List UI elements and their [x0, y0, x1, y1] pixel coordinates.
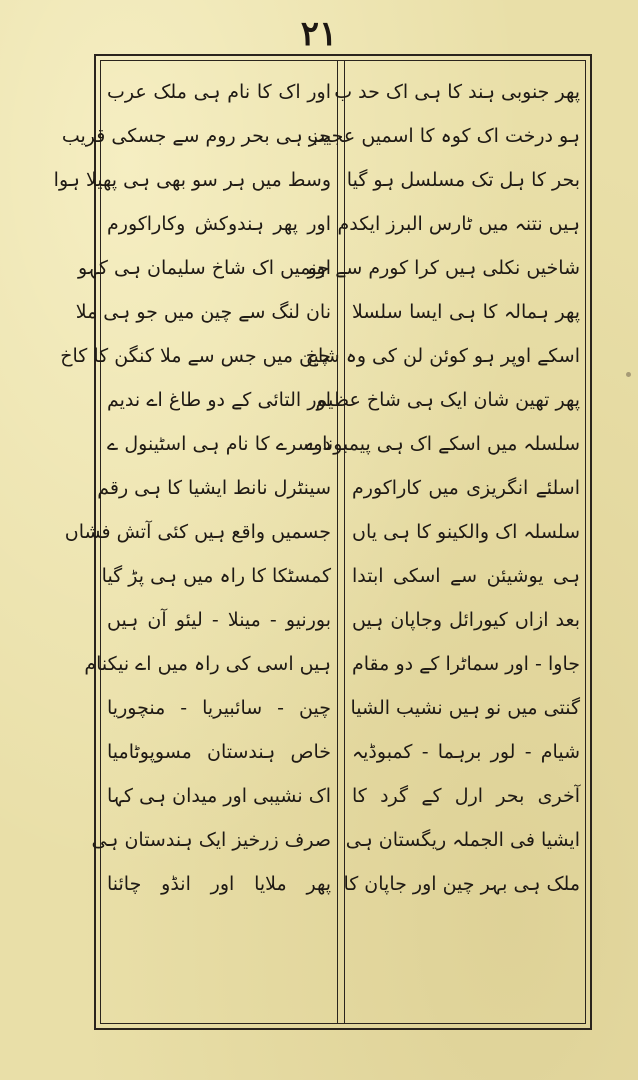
- verse-line: بورنیو - مینلا - لیئو آن ہیں: [107, 609, 331, 631]
- verse-line: صرف زرخیز ایک ہندستان ہی: [91, 829, 331, 851]
- verse-line: چین - سائبیریا - منچوریا: [107, 697, 331, 719]
- verse-line: اسکے اوپر ہو کوئن لن کی وہ شاخ: [305, 345, 580, 367]
- verse-line: دوسرے کا نام ہی اسٹینول ے: [107, 433, 331, 455]
- verse-line: خاص ہندستان مسوپوٹامیا: [107, 741, 331, 763]
- verse-line: بعد ازاں کیورائل وجاپان ہیں: [352, 609, 580, 631]
- verse-line: ہی یوشیئن سے اسکی ابتدا: [352, 565, 580, 587]
- verse-line: اور التائی کے دو طاغ اے ندیم: [107, 389, 331, 411]
- verse-line: بحر کا ہل تک مسلسل ہو گیا: [346, 169, 580, 191]
- verse-line: جسمیں واقع ہیں کئی آتش فشاں: [64, 521, 331, 543]
- verse-line: ہیں نتنہ میں ٹارس البرز ایکدم: [337, 213, 580, 235]
- verse-line: پھر ہمالہ کا ہی ایسا سلسلا: [352, 301, 580, 323]
- verse-line: جاوا - اور سماٹرا کے دو مقام: [352, 653, 580, 675]
- verse-line: اونمیں اک شاخ سلیمان ہی کہو: [77, 257, 331, 279]
- verse-line: شیام - لور برہما - کمبوڈیہ: [352, 741, 580, 763]
- verse-line: کمسٹکا کا راہ میں ہی پڑ گیا: [101, 565, 331, 587]
- verse-line: سینٹرل نانط ایشیا کا ہی رقم: [97, 477, 331, 499]
- verse-line: ملک ہی بہر چین اور جاپان کا: [343, 873, 580, 895]
- verse-line: اور پھر ہندوکش وکاراکورم: [107, 213, 331, 235]
- verse-line: شاخیں نکلی ہیں کرا کورم سے جو: [307, 257, 580, 279]
- verse-line: پھر جنوبی ہند کا ہی اک حد ب: [334, 81, 580, 103]
- verse-line: وسط میں ہر سو بھی ہی پھیلا ہوا: [53, 169, 331, 191]
- verse-line: اسلئے انگریزی میں کاراکورم: [352, 477, 580, 499]
- verse-line: چین میں جس سے ملا کنگن کا کاخ: [60, 345, 331, 367]
- verse-line: آخری بحر ارل کے گرد کا: [352, 785, 580, 807]
- verse-line: سلسلہ میں اسکے اک ہی پیمبونا ے: [304, 433, 580, 455]
- verse-line: ہو درخت اک کوہ کا اسمیں عجیب: [307, 125, 580, 147]
- verse-line: گنتی میں نو ہیں نشیب الشیا: [350, 697, 580, 719]
- verse-line: نان لنگ سے چین میں جو ہی ملا: [75, 301, 331, 323]
- verse-column-left: [53, 70, 331, 906]
- verse-line: سلسلہ اک والکینو کا ہی یاں: [352, 521, 580, 543]
- verse-column-right: [304, 70, 580, 906]
- ink-spot: [626, 372, 631, 377]
- verse-line: ایشیا فی الجملہ ریگستان ہی: [345, 829, 580, 851]
- verse-line: پھر تھین شان ایک ہی شاخ عظیم: [315, 389, 580, 411]
- page-number: ۲۱: [300, 14, 338, 54]
- verse-line: اک نشیبی اور میدان ہی کہا: [107, 785, 331, 807]
- verse-line: ہیں اسی کی راہ میں اے نیکنام: [84, 653, 331, 675]
- verse-line: اور اک کا نام ہی ملک عرب: [107, 81, 331, 103]
- verse-line: جز ہی بحر روم سے جسکی قریب: [61, 125, 331, 147]
- verse-line: پھر ملایا اور انڈو چائنا: [107, 873, 331, 895]
